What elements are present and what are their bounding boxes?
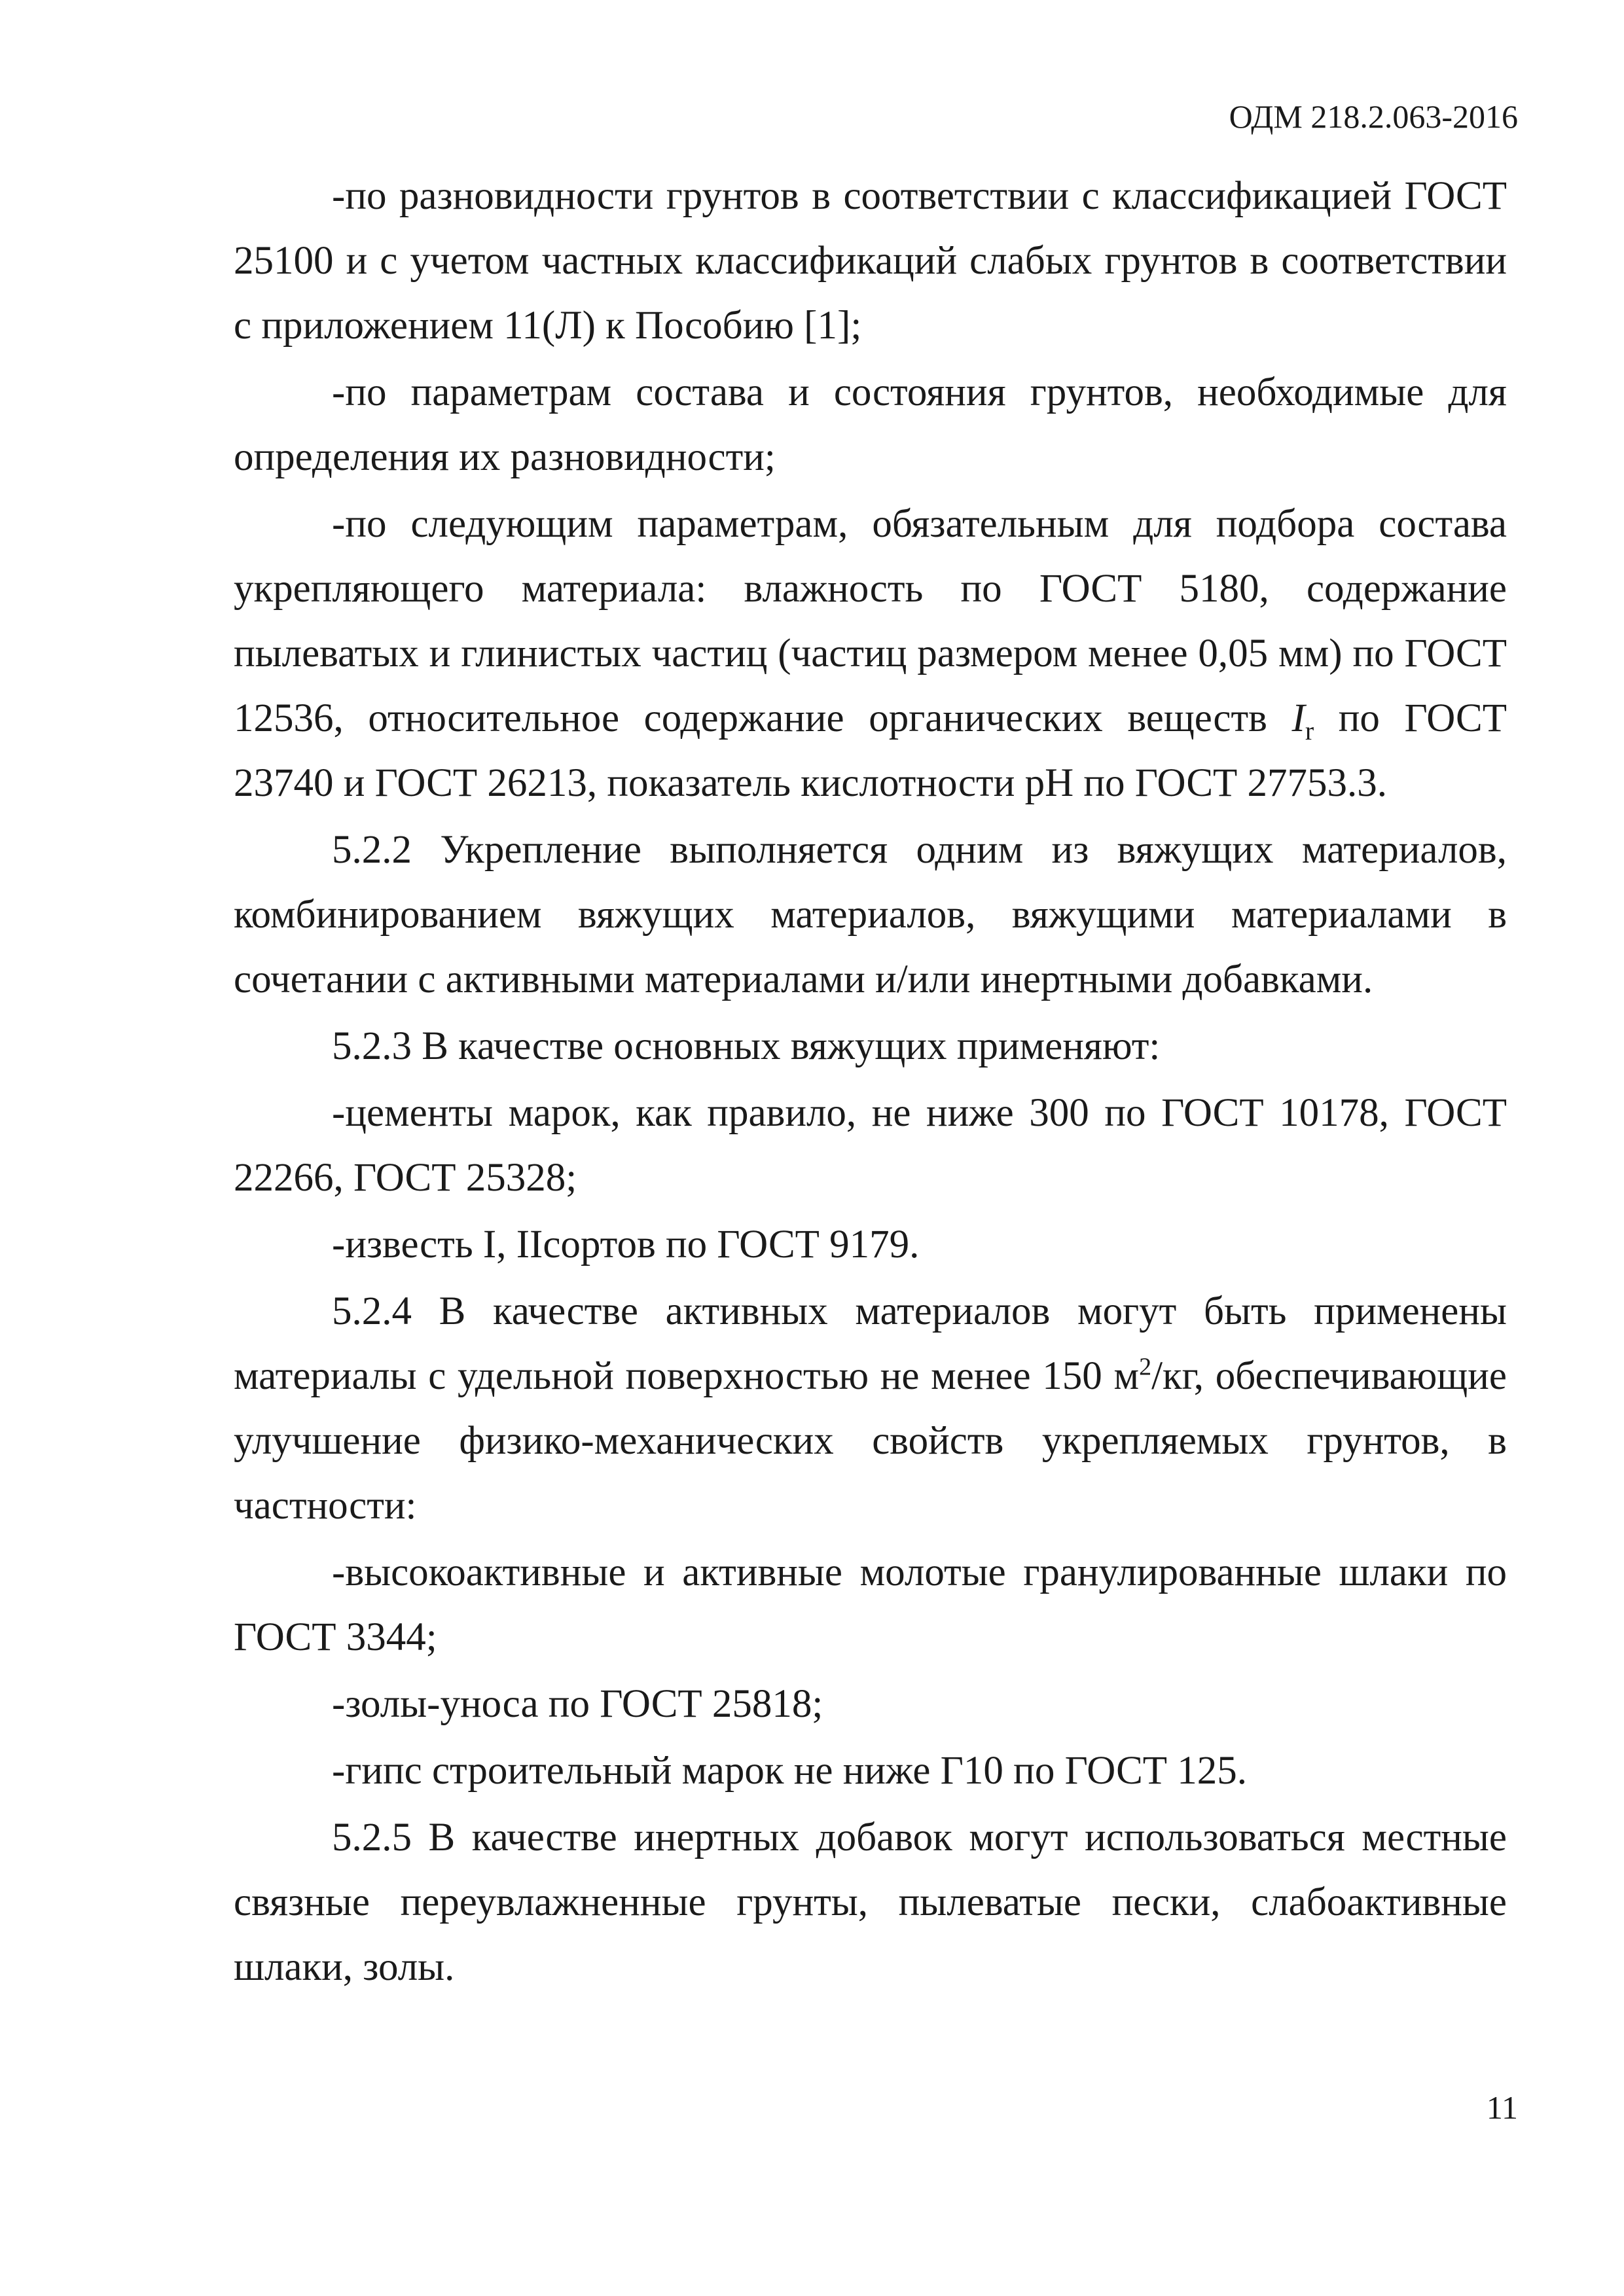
page-number: 11 bbox=[1486, 2089, 1518, 2126]
unit-superscript: 2 bbox=[1139, 1353, 1152, 1381]
paragraph-soil-variety: -по разновидности грунтов в соответствии с классификацией ГОСТ 25100 и с учетом частных классификаций слабых грунтов в соответствии с приложением 11(Л) к Пособию [1]; bbox=[234, 174, 1507, 348]
paragraph-cements: -цементы марок, как правило, не ниже 300 по ГОСТ 10178, ГОСТ 22266, ГОСТ 25328; bbox=[234, 1091, 1507, 1200]
paragraph-5-2-2: 5.2.2 Укрепление выполняется одним из вяжущих материалов, комбинированием вяжущих материалов, вяжущими материалами в сочетании с активными материалами и/или инертными добавками. bbox=[234, 828, 1507, 1001]
paragraph-binder-parameters-text-2: по ГОСТ 23740 и ГОСТ 26213, показатель кислотности pH по ГОСТ 27753.3. bbox=[234, 696, 1507, 805]
paragraph-slags: -высокоактивные и активные молотые гранулированные шлаки по ГОСТ 3344; bbox=[234, 1551, 1507, 1659]
paragraph-binder-parameters-text-1: -по следующим параметрам, обязательным для подбора состава укрепляющего материала: влажность по ГОСТ 5180, содержание пылеватых и глинистых частиц (частиц размером менее 0,05 мм) по ГОСТ 12536, относительное содержание органических веществ bbox=[234, 502, 1507, 740]
paragraph-fly-ash: -золы-уноса по ГОСТ 25818; bbox=[332, 1682, 823, 1726]
organic-content-subscript: r bbox=[1305, 716, 1314, 746]
paragraph-lime: -известь I, IIсортов по ГОСТ 9179. bbox=[332, 1223, 920, 1266]
paragraph-5-2-5: 5.2.5 В качестве инертных добавок могут использоваться местные связные переувлажненные грунты, пылеватые пески, слабоактивные шлаки, золы. bbox=[234, 1816, 1507, 1989]
paragraph-gypsum: -гипс строительный марок не ниже Г10 по ГОСТ 125. bbox=[332, 1749, 1248, 1793]
paragraph-binder-parameters bbox=[234, 492, 1507, 816]
organic-content-symbol: I bbox=[1291, 696, 1305, 740]
paragraph-5-2-4-text-1: 5.2.4 В качестве активных материалов могут быть применены материалы с удельной поверхностью не менее 150 м bbox=[234, 1289, 1507, 1398]
paragraph-5-2-3: 5.2.3 В качестве основных вяжущих применяют: bbox=[332, 1024, 1161, 1068]
document-body bbox=[234, 164, 1507, 2001]
paragraph-5-2-4 bbox=[234, 1279, 1507, 1538]
paragraph-soil-composition: -по параметрам состава и состояния грунтов, необходимые для определения их разновидности; bbox=[234, 370, 1507, 479]
document-code-header: ОДМ 218.2.063-2016 bbox=[1229, 98, 1518, 135]
paragraph-5-2-4-text-2: /кг, обеспечивающие улучшение физико-механических свойств укрепляемых грунтов, в частности: bbox=[234, 1354, 1507, 1528]
